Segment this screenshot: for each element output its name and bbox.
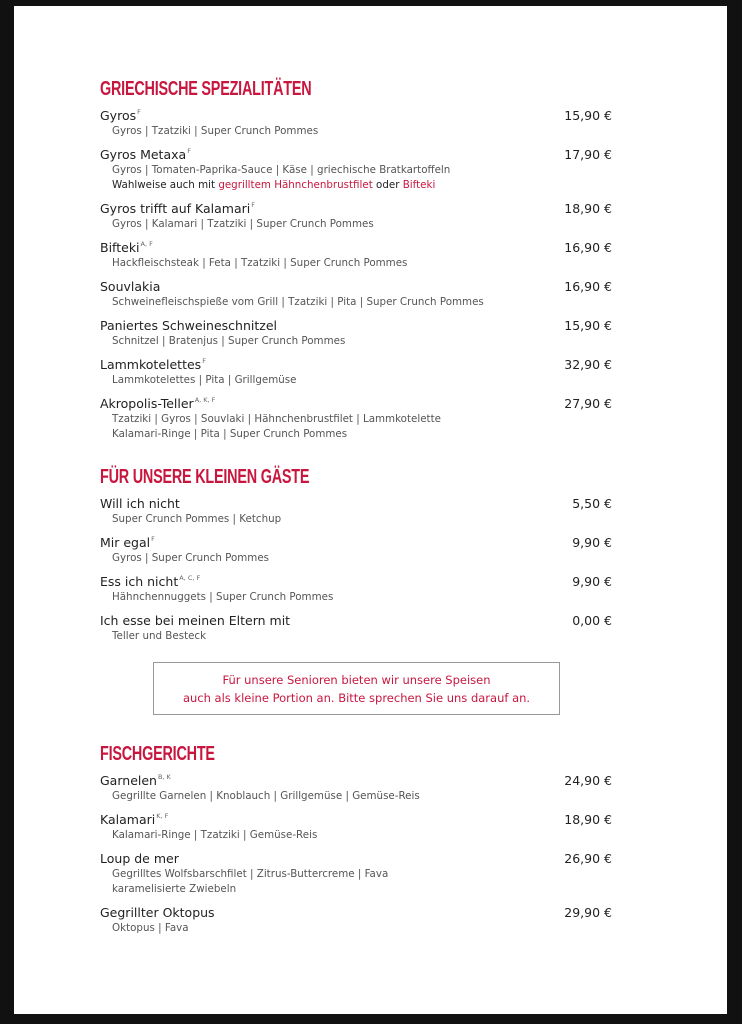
menu-item <box>100 496 612 527</box>
item-name <box>100 147 612 163</box>
item-name-text: Loup de mer <box>100 851 179 866</box>
item-name <box>100 318 612 334</box>
item-name-text: Gyros <box>100 108 137 123</box>
allergen-codes: F <box>137 108 141 116</box>
menu-item <box>100 318 612 349</box>
allergen-codes: F <box>187 147 191 155</box>
section-heading: GRIECHISCHE SPEZIALITÄTEN <box>100 78 312 100</box>
item-name-text: Lammkotelettes <box>100 357 202 372</box>
item-price: 32,90 € <box>564 357 612 372</box>
item-name-text: Paniertes Schweineschnitzel <box>100 318 277 333</box>
item-name <box>100 535 612 551</box>
allergen-codes: F <box>251 201 256 209</box>
item-price: 29,90 € <box>564 905 612 920</box>
item-description: Teller und Besteck <box>112 630 207 642</box>
item-name <box>100 905 612 921</box>
allergen-codes: F <box>202 357 206 365</box>
highlighted-option: Bifteki <box>402 179 436 191</box>
item-description: Tzatziki | Gyros | Souvlaki | Hähnchenbrustfilet | Lammkotelette <box>112 413 441 425</box>
item-name <box>100 108 612 124</box>
highlighted-option: gegrilltem Hähnchenbrustfilet <box>218 179 373 191</box>
menu-item <box>100 613 612 644</box>
section-fischgerichte <box>100 743 612 944</box>
item-price: 15,90 € <box>564 318 612 333</box>
item-name <box>100 613 612 629</box>
item-name-text: Mir egal <box>100 535 151 550</box>
item-price: 9,90 € <box>572 535 612 550</box>
item-name-text: Kalamari <box>100 812 156 827</box>
item-price: 0,00 € <box>572 613 612 628</box>
item-description: Oktopus | Fava <box>112 922 189 934</box>
item-description: Super Crunch Pommes | Ketchup <box>112 513 282 525</box>
item-description: Schnitzel | Bratenjus | Super Crunch Pommes <box>112 335 346 347</box>
item-option-line <box>100 178 612 193</box>
item-name-text: Ess ich nicht <box>100 574 179 589</box>
item-name-text: Gyros Metaxa <box>100 147 187 162</box>
item-price: 18,90 € <box>564 812 612 827</box>
allergen-codes: A, F <box>140 240 153 248</box>
item-price: 9,90 € <box>572 574 612 589</box>
allergen-codes: F <box>151 535 155 543</box>
item-price: 27,90 € <box>564 396 612 411</box>
item-price: 18,90 € <box>564 201 612 216</box>
item-name <box>100 496 612 512</box>
option-text: oder <box>372 179 403 191</box>
item-description: Schweinefleischspieße vom Grill | Tzatziki | Pita | Super Crunch Pommes <box>112 296 484 308</box>
item-name-text: Ich esse bei meinen Eltern mit <box>100 613 291 628</box>
section-kleine-gaeste <box>100 466 612 652</box>
item-price: 15,90 € <box>564 108 612 123</box>
menu-item <box>100 240 612 271</box>
item-name-text: Garnelen <box>100 773 157 788</box>
item-name <box>100 357 612 373</box>
item-price: 17,90 € <box>564 147 612 162</box>
item-description: Kalamari-Ringe | Pita | Super Crunch Pommes <box>112 428 348 440</box>
item-name <box>100 812 612 828</box>
item-price: 26,90 € <box>564 851 612 866</box>
item-description: Gyros | Tomaten-Paprika-Sauce | Käse | griechische Bratkartoffeln <box>112 164 451 176</box>
menu-item <box>100 201 612 232</box>
item-name-text: Akropolis-Teller <box>100 396 194 411</box>
section-heading: FISCHGERICHTE <box>100 743 215 765</box>
item-price: 24,90 € <box>564 773 612 788</box>
item-description: Hähnchennuggets | Super Crunch Pommes <box>112 591 334 603</box>
allergen-codes: A, C, F <box>179 574 201 582</box>
item-description: Gyros | Tzatziki | Super Crunch Pommes <box>112 125 319 137</box>
item-price: 16,90 € <box>564 240 612 255</box>
menu-item <box>100 574 612 605</box>
item-description: karamelisierte Zwiebeln <box>112 883 237 895</box>
item-description: Kalamari-Ringe | Tzatziki | Gemüse-Reis <box>112 829 318 841</box>
menu-item <box>100 357 612 388</box>
item-price: 16,90 € <box>564 279 612 294</box>
item-name <box>100 851 612 867</box>
note-line-1: Für unsere Senioren bieten wir unsere Speisen <box>222 672 491 687</box>
menu-item <box>100 396 612 442</box>
menu-item <box>100 905 612 936</box>
item-name <box>100 201 612 217</box>
menu-item <box>100 279 612 310</box>
allergen-codes: K, F <box>156 812 169 820</box>
menu-item <box>100 851 612 897</box>
item-description: Lammkotelettes | Pita | Grillgemüse <box>112 374 297 386</box>
senior-portion-note <box>153 662 560 715</box>
item-name-text: Will ich nicht <box>100 496 180 511</box>
menu-item <box>100 108 612 139</box>
item-name-text: Bifteki <box>100 240 140 255</box>
item-name <box>100 279 612 295</box>
item-name <box>100 574 612 590</box>
item-name <box>100 240 612 256</box>
item-price: 5,50 € <box>572 496 612 511</box>
option-text: Wahlweise auch mit <box>112 179 219 191</box>
item-name <box>100 773 612 789</box>
item-description: Gegrilltes Wolfsbarschfilet | Zitrus-Buttercreme | Fava <box>112 868 389 880</box>
item-name-text: Souvlakia <box>100 279 161 294</box>
section-heading: FÜR UNSERE KLEINEN GÄSTE <box>100 466 310 488</box>
menu-item <box>100 147 612 193</box>
item-description: Gegrillte Garnelen | Knoblauch | Grillgemüse | Gemüse-Reis <box>112 790 420 802</box>
allergen-codes: A, K, F <box>194 396 216 404</box>
menu-item <box>100 812 612 843</box>
item-description: Gyros | Super Crunch Pommes <box>112 552 270 564</box>
allergen-codes: B, K <box>157 773 171 781</box>
item-name-text: Gegrillter Oktopus <box>100 905 215 920</box>
section-griechische-spezialitaeten <box>100 78 612 450</box>
item-name <box>100 396 612 412</box>
item-name-text: Gyros trifft auf Kalamari <box>100 201 251 216</box>
menu-item <box>100 535 612 566</box>
item-description: Hackfleischsteak | Feta | Tzatziki | Super Crunch Pommes <box>112 257 408 269</box>
item-description: Gyros | Kalamari | Tzatziki | Super Crunch Pommes <box>112 218 374 230</box>
note-line-2: auch als kleine Portion an. Bitte sprechen Sie uns darauf an. <box>182 690 531 705</box>
menu-item <box>100 773 612 804</box>
